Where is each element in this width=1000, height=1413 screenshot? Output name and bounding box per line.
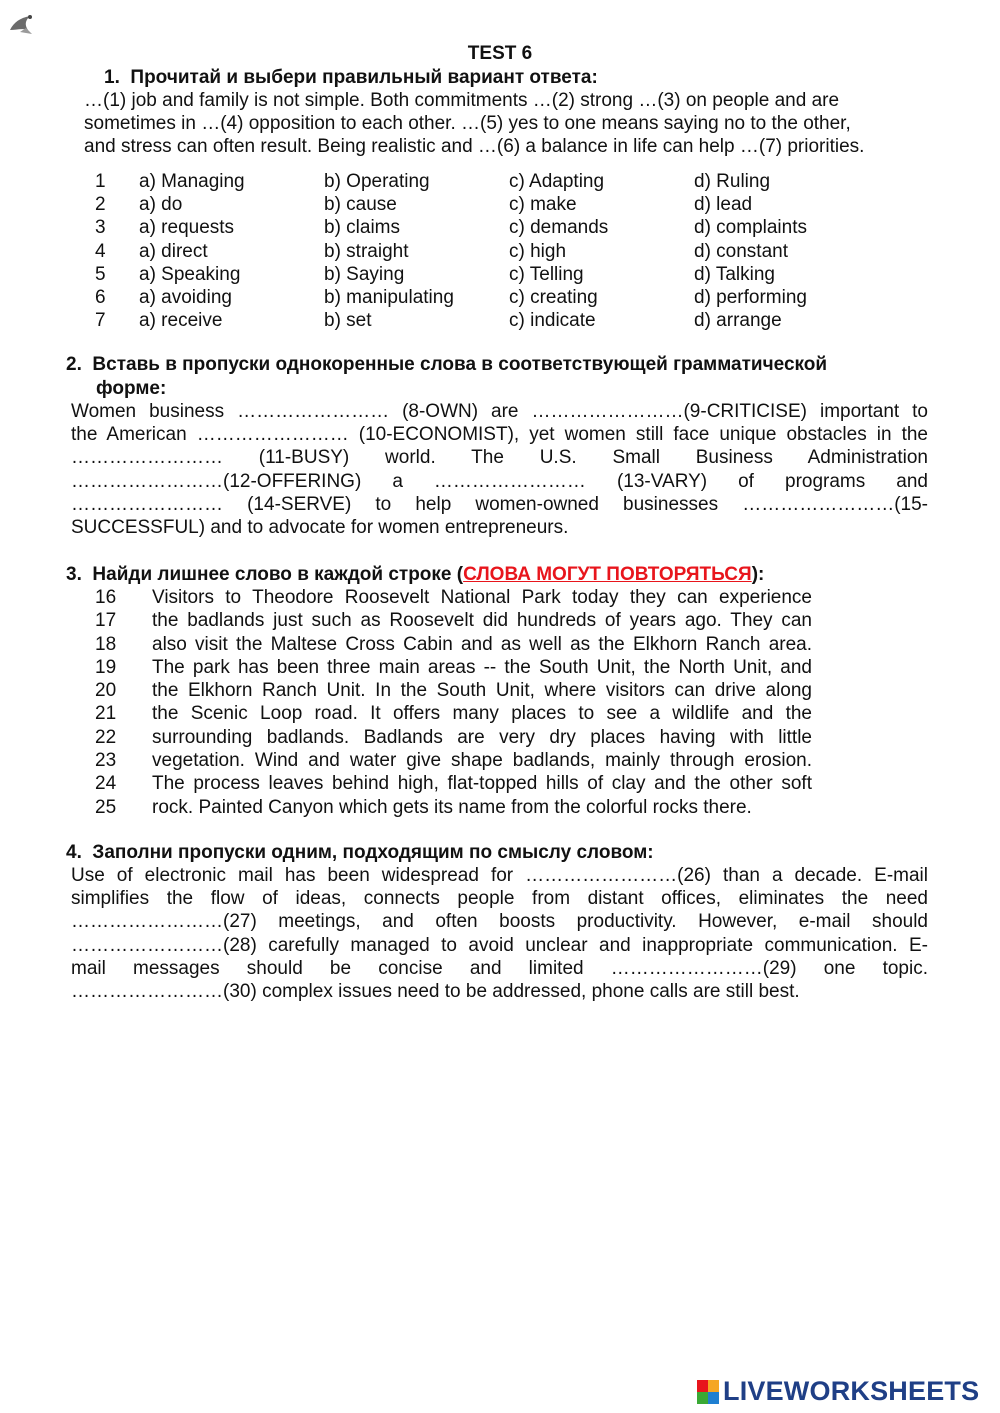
table-row xyxy=(95,216,854,239)
table-row xyxy=(95,193,854,216)
option-d[interactable]: d) performing xyxy=(694,287,807,309)
option-b[interactable]: b) claims xyxy=(324,217,401,239)
section-4-heading xyxy=(66,841,654,864)
table-row xyxy=(95,240,854,263)
line-text[interactable]: vegetation. Wind and water give shape badlands, mainly through erosion. xyxy=(152,750,812,772)
line-text[interactable]: The park has been three main areas -- the South Unit, the North Unit, and xyxy=(152,656,812,678)
option-d[interactable]: d) complaints xyxy=(694,217,807,239)
list-item xyxy=(95,679,812,702)
option-number: 4 xyxy=(95,240,106,262)
option-b[interactable]: b) Saying xyxy=(324,263,405,285)
option-a[interactable]: a) Speaking xyxy=(139,263,241,285)
list-item xyxy=(95,726,812,749)
line-number: 23 xyxy=(95,750,117,772)
text-line: Use of electronic mail has been widespread for ……………………(26) than a decade. E-mail xyxy=(71,865,928,886)
line-text[interactable]: rock. Painted Canyon which gets its name from the colorful rocks there. xyxy=(152,796,752,818)
text-line: Women business …………………… (8-OWN) are ……………………(9-CRITICISE) important to xyxy=(71,401,928,422)
option-a[interactable]: a) avoiding xyxy=(139,287,232,309)
text-line: SUCCESSFUL) and to advocate for women entrepreneurs. xyxy=(71,517,569,539)
option-b[interactable]: b) Operating xyxy=(324,171,430,192)
option-c[interactable]: c) make xyxy=(509,194,577,216)
option-a[interactable]: a) direct xyxy=(139,240,208,262)
option-c[interactable]: c) high xyxy=(509,240,567,262)
line-number: 25 xyxy=(95,796,117,818)
option-d[interactable]: d) Talking xyxy=(694,263,775,285)
line-text[interactable]: the Scenic Loop road. It offers many places to see a wildlife and the xyxy=(152,703,812,725)
section-title: Вставь в пропуски однокоренные слова в соответствующей грамматической xyxy=(92,354,828,375)
text-line: ……………………(12-OFFERING) a …………………… (13-VARY) of programs and xyxy=(71,470,928,492)
line-number: 24 xyxy=(95,773,117,795)
option-b[interactable]: b) straight xyxy=(324,240,409,262)
list-item xyxy=(95,586,812,609)
list-item xyxy=(95,772,812,795)
line-number: 19 xyxy=(95,656,117,678)
option-a[interactable]: a) requests xyxy=(139,217,235,239)
text-line: ……………………(28) carefully managed to avoid unclear and inappropriate communication. E- xyxy=(71,934,928,956)
list-item xyxy=(95,796,812,819)
list-item xyxy=(95,633,812,656)
option-d[interactable]: d) arrange xyxy=(694,310,782,332)
options-table xyxy=(95,170,854,332)
option-number: 3 xyxy=(95,217,106,239)
option-c[interactable]: c) demands xyxy=(509,217,609,239)
table-row xyxy=(95,286,854,309)
list-item xyxy=(95,749,812,772)
table-row xyxy=(95,309,854,332)
corner-emblem-icon xyxy=(6,8,38,40)
line-number: 16 xyxy=(95,587,117,608)
line-text[interactable]: surrounding badlands. Badlands are very dry places having with little xyxy=(152,726,812,748)
text-line: and stress can often result. Being realistic and …(6) a balance in life can help …(7) priorities. xyxy=(84,136,865,158)
text-line: …………………… (11-BUSY) world. The U.S. Small Business Administration xyxy=(71,447,928,469)
section-title-end: ): xyxy=(751,564,765,585)
section-title: Найди лишнее слово в каждой строке ( xyxy=(92,564,464,585)
warning-note: СЛОВА МОГУТ ПОВТОРЯТЬСЯ xyxy=(463,564,752,585)
line-number: 21 xyxy=(95,703,117,725)
text-line: sometimes in …(4) opposition to each other. …(5) yes to one means saying no to the other, xyxy=(84,113,851,135)
page-title: TEST 6 xyxy=(467,43,533,64)
text-line: ……………………(27) meetings, and often boosts productivity. However, e-mail should xyxy=(71,911,928,933)
option-number: 6 xyxy=(95,287,106,309)
section-2-text xyxy=(71,400,928,539)
text-line: …(1) job and family is not simple. Both commitments …(2) strong …(3) on people and are xyxy=(84,90,840,111)
option-c[interactable]: c) Adapting xyxy=(509,171,605,192)
liveworksheets-logo xyxy=(697,1377,979,1407)
line-text[interactable]: the Elkhorn Ranch Unit. In the South Unit, where visitors can drive along xyxy=(152,680,812,702)
line-number: 20 xyxy=(95,680,117,702)
section-number: 4. xyxy=(66,842,82,863)
line-text[interactable]: The process leaves behind high, flat-topped hills of clay and the other soft xyxy=(152,773,812,795)
section-title: Прочитай и выбери правильный вариант ответа: xyxy=(130,67,598,88)
section-title: Заполни пропуски одним, подходящим по смыслу словом: xyxy=(92,842,654,863)
line-text[interactable]: Visitors to Theodore Roosevelt National Park today they can experience xyxy=(152,587,812,608)
section-4-text xyxy=(71,864,928,1003)
section-1-text xyxy=(84,89,914,159)
option-number: 2 xyxy=(95,194,106,216)
option-a[interactable]: a) do xyxy=(139,194,183,216)
table-row xyxy=(95,170,854,193)
option-number: 1 xyxy=(95,171,106,192)
section-2-heading-cont: форме: xyxy=(96,378,167,399)
numbered-text xyxy=(95,586,812,819)
list-item xyxy=(95,656,812,679)
text-line: the American …………………… (10-ECONOMIST), yet women still face unique obstacles in the xyxy=(71,424,928,446)
line-text[interactable]: also visit the Maltese Cross Cabin and as well as the Elkhorn Ranch area. xyxy=(152,633,812,655)
option-b[interactable]: b) manipulating xyxy=(324,287,454,309)
section-number: 3. xyxy=(66,564,82,585)
list-item xyxy=(95,609,812,632)
line-number: 17 xyxy=(95,610,117,632)
section-3-heading xyxy=(66,563,764,586)
option-d[interactable]: d) constant xyxy=(694,240,788,262)
table-row xyxy=(95,263,854,286)
liveworksheets-badge-icon xyxy=(697,1380,719,1404)
text-line: …………………… (14-SERVE) to help women-owned businesses ……………………(15- xyxy=(71,493,928,515)
option-d[interactable]: d) Ruling xyxy=(694,171,771,192)
section-number: 2. xyxy=(66,354,82,375)
text-line: simplifies the flow of ideas, connects people from distant offices, eliminates the need xyxy=(71,888,928,910)
option-b[interactable]: b) cause xyxy=(324,194,397,216)
section-1-heading xyxy=(104,66,598,89)
option-a[interactable]: a) receive xyxy=(139,310,223,332)
list-item xyxy=(95,702,812,725)
line-number: 18 xyxy=(95,633,117,655)
brand-name: LIVEWORKSHEETS xyxy=(723,1376,980,1407)
text-line: ……………………(30) complex issues need to be addressed, phone calls are still best. xyxy=(71,981,800,1003)
text-line: mail messages should be concise and limited ……………………(29) one topic. xyxy=(71,957,928,979)
option-d[interactable]: d) lead xyxy=(694,194,753,216)
option-b[interactable]: b) set xyxy=(324,310,372,332)
section-number: 1. xyxy=(104,67,120,88)
option-c[interactable]: c) indicate xyxy=(509,310,596,332)
line-text[interactable]: the badlands just such as Roosevelt did hundreds of years ago. They can xyxy=(152,610,812,632)
option-c[interactable]: c) Telling xyxy=(509,263,584,285)
line-number: 22 xyxy=(95,726,117,748)
option-a[interactable]: a) Managing xyxy=(139,171,245,192)
option-number: 5 xyxy=(95,263,106,285)
section-2-heading xyxy=(66,353,827,376)
option-c[interactable]: c) creating xyxy=(509,287,598,309)
option-number: 7 xyxy=(95,310,106,332)
